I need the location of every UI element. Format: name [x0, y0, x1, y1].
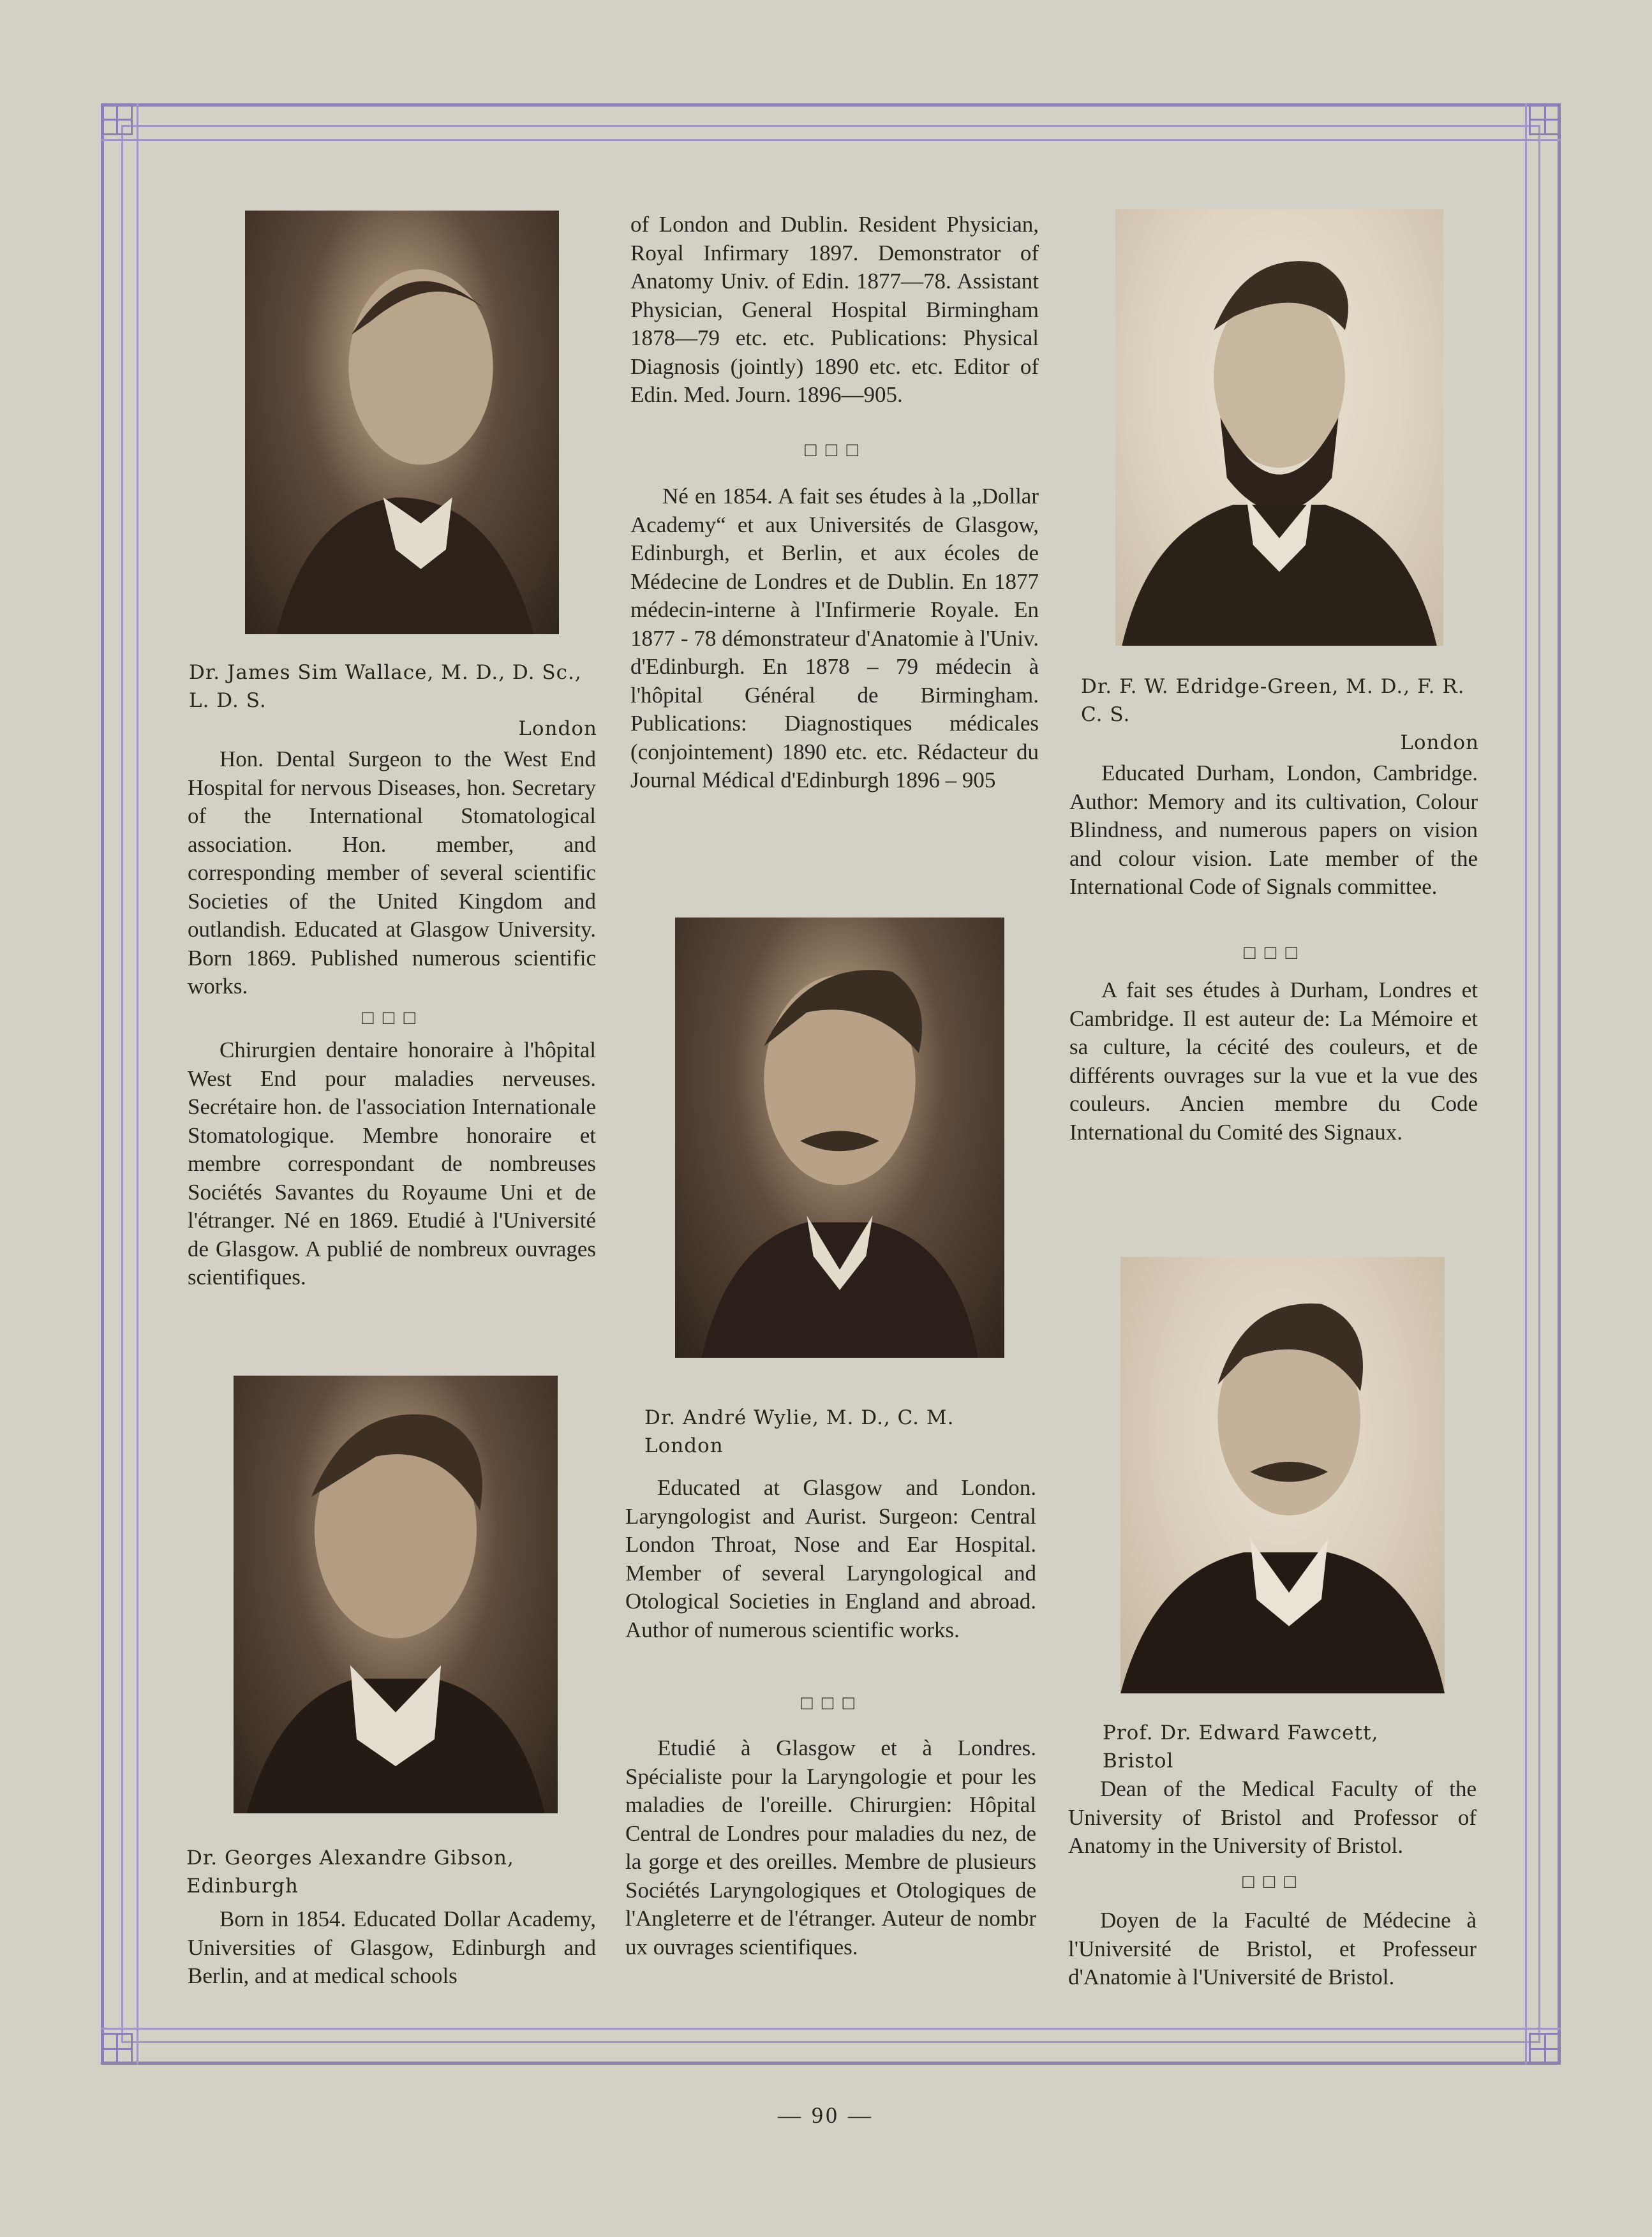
- biography-text-fr: Doyen de la Faculté de Médecine à l'Université de Bristol, et Professeur d'Anatomie à l'Université de Bristol.: [1068, 1908, 1477, 1989]
- biography-text-fr: Etudié à Glasgow et à Londres. Spécialiste pour la Laryngologie et pour les maladies de l'oreille. Chirurgien: Hôpital Central de Londres pour maladies du nez, de la gorge et des oreilles. Membre de plusieurs Sociétés Laryngologiques et Otologiques de l'Angleterre et de l'étranger. Auteur de nombr ux ouvrages scientifiques.: [625, 1735, 1036, 1959]
- portrait-caption: [186, 1844, 595, 1900]
- border-rule-top: [101, 139, 1561, 141]
- section-separator: □□□: [799, 1693, 863, 1711]
- border-rule-right: [1525, 103, 1527, 2065]
- portrait-photo-icon: [1120, 1257, 1445, 1693]
- portrait-caption: [644, 1404, 1027, 1460]
- portrait-caption: [189, 658, 597, 743]
- section-separator: □□□: [803, 440, 867, 458]
- biography-text-en: Educated at Glasgow and London. Laryngologist and Aurist. Surgeon: Central London Throat, Nose and Ear Hospital. Member of several Laryngological and Otological Societies in England and abroad. Author of numerous scientific works.: [625, 1475, 1036, 1642]
- biography-text-fr: Né en 1854. A fait ses études à la „Dollar Academy“ et aux Universités de Glasgow, Edinburgh, et Berlin, et aux écoles de Médecine de Londres et de Dublin. En 1877 médecin-interne à l'Infirmerie Royale. En 1877 - 78 démonstrateur d'Anatomie à l'Univ. d'Edinburgh. En 1878 – 79 médecin à l'hôpital Général de Birmingham. Publications: Diagnostiques médicales (conjointement) 1890 etc. etc. Rédacteur du Journal Médical d'Edinburgh 1896 – 905: [630, 484, 1039, 792]
- portrait-photo-icon: [234, 1376, 558, 1813]
- biography-text-en: Born in 1854. Educated Dollar Academy, Universities of Glasgow, Edinburgh and Berlin, and at medical schools: [188, 1906, 596, 1988]
- corner-ornament-icon: [1529, 103, 1561, 135]
- portrait-photo-icon: [1115, 209, 1443, 646]
- corner-ornament-icon: [1529, 2033, 1561, 2065]
- caption-name: Dr. James Sim Wallace, M. D., D. Sc., L. D. S.: [189, 661, 582, 712]
- biography-text-en: Educated Durham, London, Cambridge. Author: Memory and its cultivation, Colour Blindness, and numerous papers on vision and colour vision. Late member of the International Code of Signals committee.: [1069, 761, 1478, 899]
- biography-text-fr: Chirurgien dentaire honoraire à l'hôpital West End pour maladies nerveuses. Secrétaire hon. de l'association Internationale Stomatologique. Membre honoraire et membre correspondant de nombreuses Sociétés Savantes du Royaume Uni et de l'étranger. Né en 1869. Etudié à l'Université de Glasgow. A publié de nombreux ouvrages scientifiques.: [188, 1037, 596, 1289]
- caption-name: Dr. Georges Alexandre Gibson, Edinburgh: [186, 1847, 514, 1898]
- caption-city: London: [1400, 731, 1479, 754]
- biography-text-en: Dean of the Medical Faculty of the University of Bristol and Professor of Anatomy in the University of Bristol.: [1068, 1776, 1477, 1858]
- corner-ornament-icon: [101, 2033, 133, 2065]
- page-number: — 90 —: [778, 2102, 874, 2128]
- caption-city: London: [518, 717, 597, 740]
- corner-ornament-icon: [101, 103, 133, 135]
- caption-name: Prof. Dr. Edward Fawcett, Bristol: [1103, 1721, 1379, 1773]
- section-separator: □□□: [1242, 943, 1306, 961]
- biography-text-en: Hon. Dental Surgeon to the West End Hospital for nervous Diseases, hon. Secretary of the International Stomatological association. Hon. member, and corresponding member of several scientific Societies of the United Kingdom and outlandish. Educated at Glasgow University. Born 1869. Published numerous scientific works.: [188, 747, 596, 999]
- caption-name: Dr. André Wylie, M. D., C. M. London: [644, 1406, 955, 1457]
- portrait-caption: [1081, 673, 1479, 757]
- section-separator: □□□: [1240, 1872, 1304, 1890]
- section-separator: □□□: [360, 1008, 424, 1026]
- portrait-caption: [1103, 1719, 1447, 1775]
- caption-name: Dr. F. W. Edridge-Green, M. D., F. R. C. S.: [1081, 675, 1465, 726]
- portrait-photo-icon: [675, 918, 1004, 1358]
- border-rule-bottom: [101, 2028, 1561, 2030]
- biography-text-en-continued: of London and Dublin. Resident Physician, Royal Infirmary 1897. Demonstrator of Anatomy Univ. of Edin. 1877—78. Assistant Physician, General Hospital Birmingham 1878—79 etc. etc. Publications: Physical Diagnosis (jointly) 1890 etc. etc. Editor of Edin. Med. Journ. 1896—905.: [630, 212, 1039, 407]
- border-rule-left: [137, 103, 138, 2065]
- portrait-photo-icon: [245, 211, 559, 634]
- biography-text-fr: A fait ses études à Durham, Londres et Cambridge. Il est auteur de: La Mémoire et sa culture, la cécité des couleurs, et de différents ouvrages sur la vue et la vue des couleurs. Ancien membre du Code International du Comité des Signaux.: [1069, 977, 1478, 1145]
